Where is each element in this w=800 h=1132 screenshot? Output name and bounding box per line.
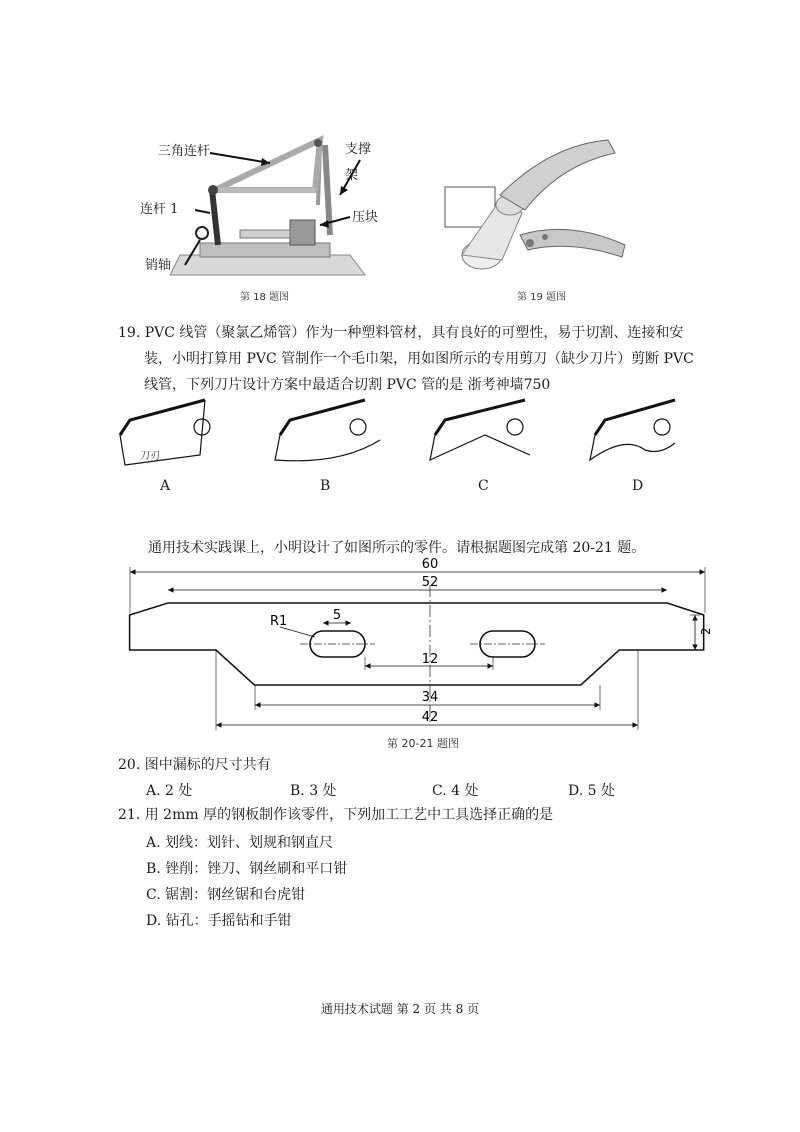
question-20-stem: 20. 图中漏标的尺寸共有	[118, 757, 271, 773]
dim-34: 34	[421, 690, 439, 705]
figure-18	[140, 125, 380, 285]
label-zhichengjia: 支撑架	[345, 142, 372, 183]
option-19-b	[320, 478, 330, 494]
option-20-b: B. 3 处	[290, 783, 337, 799]
question-19-line-3: 线管，下列刀片设计方案中最适合切割 PVC 管的是 浙考神墙750	[144, 377, 551, 393]
label-yakuai: 压块	[352, 210, 379, 225]
part-drawing	[120, 555, 713, 740]
figure-19	[440, 125, 640, 285]
option-19-d-label: D	[632, 478, 644, 494]
option-21-a: A. 划线：划针、划规和钢直尺	[146, 835, 334, 851]
option-20-c: C. 4 处	[432, 783, 479, 799]
section-intro: 通用技术实践课上，小明设计了如图所示的零件。请根据题图完成第 20-21 题。	[148, 540, 646, 556]
dim-r1: R1	[270, 614, 288, 629]
label-sanjiao-liangan: 三角连杆	[158, 144, 211, 159]
option-21-b: B. 锉削：锉刀、钢丝刷和平口钳	[146, 861, 348, 877]
label-xiaozhou: 销轴	[145, 258, 172, 273]
option-20-d: D. 5 处	[568, 783, 615, 799]
option-21-d: D. 钻孔：手摇钻和手钳	[146, 913, 292, 929]
blade-option-a-drawing	[120, 400, 210, 465]
blade-options	[110, 395, 670, 475]
drawing-caption: 第 20-21 题图	[387, 737, 459, 750]
dim-42: 42	[421, 710, 439, 725]
option-21-c: C. 锯割：钢丝锯和台虎钳	[146, 887, 306, 903]
dim-2: 2	[699, 627, 713, 635]
question-21-stem: 21. 用 2mm 厚的钢板制作该零件，下列加工工艺中工具选择正确的是	[118, 807, 554, 823]
dim-52: 52	[421, 575, 439, 590]
question-19-line-2: 装，小明打算用 PVC 管制作一个毛巾架，用如图所示的专用剪刀（缺少刀片）剪断 PVC	[144, 351, 694, 367]
blade-option-b-drawing	[275, 400, 380, 461]
option-19-c-label: C	[478, 478, 489, 494]
dim-5: 5	[332, 608, 342, 623]
figure-19-drawing	[440, 125, 640, 285]
dim-60: 60	[421, 557, 439, 572]
figure-19-caption: 第 19 题图	[517, 292, 567, 303]
blade-option-d-drawing	[590, 400, 675, 460]
dim-12: 12	[421, 652, 439, 667]
label-liangan-1: 连杆 1	[140, 202, 179, 217]
option-19-a	[160, 478, 170, 494]
option-19-b-label: B	[320, 478, 331, 494]
page-footer: 通用技术试题 第 2 页 共 8 页	[320, 1002, 480, 1016]
blade-a-edge-label: 刀刃	[140, 451, 160, 462]
option-19-c	[478, 478, 489, 494]
question-19-line-1: 19. PVC 线管（聚氯乙烯管）作为一种塑料管材，具有良好的可塑性，易于切割、连接和安	[118, 325, 684, 341]
blade-option-c-drawing	[430, 400, 530, 460]
option-19-a-label: A	[160, 478, 171, 494]
option-19-d	[632, 478, 643, 494]
option-20-a: A. 2 处	[146, 783, 193, 799]
figure-18-caption: 第 18 题图	[240, 292, 290, 303]
